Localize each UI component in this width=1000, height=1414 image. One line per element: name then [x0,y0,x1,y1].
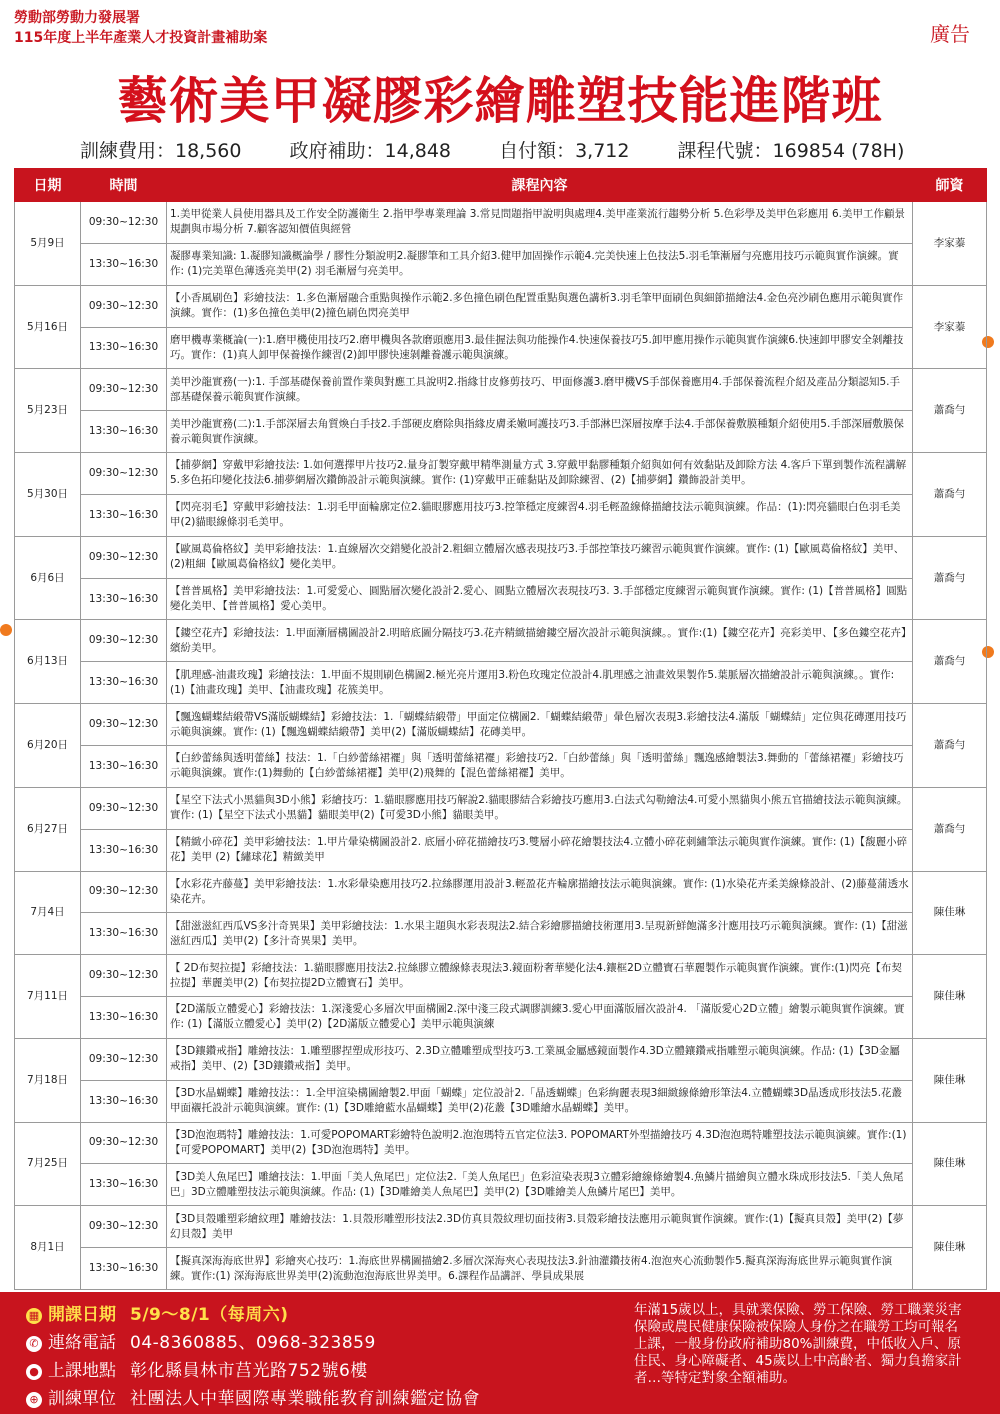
table-row [15,285,987,327]
calendar-icon: ▦ [26,1308,42,1324]
session-date: 6月13日 [15,620,81,704]
org-name: 勞動部勞動力發展署 [14,10,140,26]
morning-content: 【鏤空花卉】彩繪技法：1.甲面漸層構圖設計2.明暗底圖分隔技巧3.花卉精緻描繪鏤空層次設計示範與演練。。實作:(1)【鏤空花卉】亮彩美甲、【多色鏤空花卉】繽紛美甲。 [167,620,913,662]
table-row [15,1248,987,1290]
afternoon-time: 13:30~16:30 [81,1080,167,1122]
afternoon-time: 13:30~16:30 [81,494,167,536]
table-row [15,955,987,997]
teacher-name: 蕭喬勻 [913,536,987,620]
morning-time: 09:30~12:30 [81,453,167,495]
session-date: 7月4日 [15,871,81,955]
table-row [15,536,987,578]
teacher-name: 陳佳琳 [913,1206,987,1290]
teacher-name: 陳佳琳 [913,1038,987,1122]
session-date: 5月30日 [15,453,81,537]
table-row [15,369,987,411]
afternoon-time: 13:30~16:30 [81,1164,167,1206]
morning-content: 【星空下法式小黑貓與3D小熊】彩繪技巧：1.貓眼膠應用技巧解說2.貓眼膠結合彩繪技巧應用3.白法式勾勒繪法4.可愛小黑貓與小熊五官描繪技法示範與演練。實作: (1)【星空下法式小黑貓】貓眼美甲(2)【可愛3D小熊】貓眼美甲。 [167,787,913,829]
morning-content: 1.美甲從業人員使用器具及工作安全防護衛生 2.指甲學專業理論 3.常見問題指甲說明與處理4.美甲產業流行趨勢分析 5.色彩學及美甲色彩應用 6.美甲工作顧景規劃與市場分析 7.顧客認知價值與經營 [167,202,913,244]
table-row [15,243,987,285]
table-row [15,997,987,1039]
morning-time: 09:30~12:30 [81,787,167,829]
training-fee: 訓練費用：18,560 [80,140,242,162]
teacher-name: 李家蓁 [913,202,987,286]
header-teacher: 師資 [913,169,987,202]
phone-line [26,1328,376,1353]
teacher-name: 陳佳琳 [913,871,987,955]
teacher-name: 蕭喬勻 [913,704,987,788]
session-date: 6月6日 [15,536,81,620]
table-row [15,494,987,536]
morning-time: 09:30~12:30 [81,202,167,244]
phone-value: 04-8360885、0968-323859 [130,1333,376,1353]
afternoon-content: 【肌理感-油畫玫瑰】彩繪技法：1.甲面不規則刷色構圖2.極光亮片運用3.粉色玫瑰定位設計4.肌理感之油畫效果製作5.葉脈層次描繪設計示範與演練。。實作:(1)【油畫玫瑰】美甲、【油畫玫瑰】花簇美甲。 [167,662,913,704]
schedule-table [14,168,987,1290]
table-row [15,1164,987,1206]
table-row [15,1080,987,1122]
afternoon-content: 美甲沙龍實務(二):1.手部深層去角質煥白手技2.手部硬皮磨除與指緣皮膚柔嫩呵護技巧3.手部淋巴深層按摩手法4.手部保養敷膜種類介紹使用5.手部深層敷膜保養示範與實作演練。 [167,411,913,453]
page-title: 藝術美甲凝膠彩繪雕塑技能進階班 [117,72,883,130]
open-date-line [26,1300,289,1325]
unit-label: 訓練單位 [48,1389,116,1409]
afternoon-time: 13:30~16:30 [81,327,167,369]
morning-content: 【3D鑲鑽戒指】雕繪技法：1.雕塑膠捏塑成形技巧、2.3D立體雕塑成型技巧3.工業風金屬感鏡面製作4.3D立體鑲鑽戒指雕塑示範與演練。作品: (1)【3D金屬戒指】美甲、(2)【3D鑲鑽戒指】美甲。 [167,1038,913,1080]
course-code: 課程代號：169854 (78H) [677,140,905,162]
self-pay-amount: 自付額：3,712 [499,140,630,162]
afternoon-time: 13:30~16:30 [81,913,167,955]
phone-icon: ✆ [26,1336,42,1352]
afternoon-time: 13:30~16:30 [81,243,167,285]
decor-dot-left [0,624,12,636]
table-row [15,662,987,704]
morning-time: 09:30~12:30 [81,704,167,746]
fee-summary [80,136,946,163]
afternoon-content: 【2D滿版立體愛心】彩繪技法：1.深淺愛心多層次甲面構圖2.深中淺三段式調膠訓練3.愛心甲面滿版層次設計4. 「滿版愛心2D立體」繪製示範與實作演練。實作: (1)【滿版立體愛心】美甲(2)【2D滿版立體愛心】美甲示範與演練 [167,997,913,1039]
table-row [15,913,987,955]
afternoon-time: 13:30~16:30 [81,1248,167,1290]
session-date: 8月1日 [15,1206,81,1290]
morning-content: 美甲沙龍實務(一):1. 手部基礎保養前置作業與對應工具說明2.指緣甘皮修剪技巧、甲面修護3.磨甲機VS手部保養應用4.手部保養流程介紹及產品分類認知5.手部基礎保養示範與實作演練。 [167,369,913,411]
afternoon-content: 【3D水晶蝴蝶】雕繪技法：：1.全甲渲染構圖繪製2.甲面「蝴蝶」定位設計2.「晶透蝴蝶」色彩絢麗表現3細緻線條繪形筆法4.立體蝴蝶3D晶透成形技法5.花叢甲面襯托設計示範與演練。實作: (1)【3D雕繪藍水晶蝴蝶】美甲(2)花叢【3D雕繪水晶蝴蝶】美甲。 [167,1080,913,1122]
session-date: 6月20日 [15,704,81,788]
eligibility-note: 年滿15歲以上，具就業保險、勞工保險、勞工職業災害保險或農民健康保險被保險人身份之在職勞工均可報名上課，一般身份政府補助80%訓練費，中低收入戶、原住民、身心障礙者、45歲以上中高齡者、獨力負擔家計者…等特定對象全額補助。 [634,1302,962,1386]
morning-time: 09:30~12:30 [81,1206,167,1248]
header-time: 時間 [81,169,167,202]
ad-label: 廣告 [930,22,970,46]
morning-content: 【歐風葛倫格紋】美甲彩繪技法：1.直線層次交錯變化設計2.粗細立體層次感表現技巧3.手部控筆技巧練習示範與實作演練。實作: (1)【歐風葛倫格紋】美甲、(2)粗細【歐風葛倫格紋】變化美甲。 [167,536,913,578]
session-date: 7月18日 [15,1038,81,1122]
table-row [15,327,987,369]
afternoon-content: 【甜滋滋紅西瓜VS多汁奇異果】美甲彩繪技法：1.水果主題與水彩表現法2.結合彩繪膠描繪技術運用3.呈現新鮮飽滿多汁應用技巧示範與演練。實作: (1)【甜滋滋紅西瓜】美甲(2)【多汁奇異果】美甲。 [167,913,913,955]
afternoon-content: 【閃亮羽毛】穿戴甲彩繪技法：1.羽毛甲面輪廓定位2.貓眼膠應用技巧3.控筆穩定度練習4.羽毛輕盈線條描繪技法示範與演練。作品：(1):閃亮貓眼白色羽毛美甲(2)貓眼線條羽毛美甲。 [167,494,913,536]
session-date: 5月23日 [15,369,81,453]
table-row [15,411,987,453]
table-row [15,578,987,620]
morning-time: 09:30~12:30 [81,955,167,997]
morning-content: 【捕夢網】穿戴甲彩繪技法: 1.如何選擇甲片技巧2.量身訂製穿戴甲精準測量方式 3.穿戴甲黏膠種類介紹與如何有效黏貼及卸除方法 4.客戶下單到製作流程講解 5.多色拓印變化技法6.捕夢網層次鑽飾設計示範與演練。實作: (1)穿戴甲正確黏貼及卸除練習、(2)【捕夢網】鑽飾設計美甲。 [167,453,913,495]
session-date: 5月9日 [15,202,81,286]
afternoon-time: 13:30~16:30 [81,997,167,1039]
morning-time: 09:30~12:30 [81,285,167,327]
afternoon-time: 13:30~16:30 [81,745,167,787]
morning-time: 09:30~12:30 [81,1122,167,1164]
location-value: 彰化縣員林市莒光路752號6樓 [130,1361,368,1381]
session-date: 6月27日 [15,787,81,871]
header-date: 日期 [15,169,81,202]
afternoon-time: 13:30~16:30 [81,829,167,871]
teacher-name: 蕭喬勻 [913,787,987,871]
morning-time: 09:30~12:30 [81,536,167,578]
afternoon-content: 【普普風格】美甲彩繪技法：1.可愛愛心、圓點層次變化設計2.愛心、圓點立體層次表現技巧3. 3.手部穩定度練習示範與實作演練。實作: (1)【普普風格】圓點變化美甲、【普普風格】愛心美甲。 [167,578,913,620]
morning-content: 【小香風刷色】彩繪技法：1.多色漸層融合重點與操作示範2.多色撞色刷色配置重點與選色講析3.羽毛筆甲面刷色與細節描繪法4.金色亮沙刷色應用示範與實作演練。實作：(1)多色撞色美甲(2)撞色刷色閃亮美甲 [167,285,913,327]
morning-time: 09:30~12:30 [81,620,167,662]
teacher-name: 蕭喬勻 [913,453,987,537]
table-row [15,745,987,787]
location-pin-icon: ● [26,1364,42,1380]
morning-time: 09:30~12:30 [81,1038,167,1080]
table-row [15,787,987,829]
teacher-name: 蕭喬勻 [913,369,987,453]
morning-time: 09:30~12:30 [81,871,167,913]
table-row [15,202,987,244]
government-subsidy: 政府補助：14,848 [289,140,452,162]
session-date: 7月11日 [15,955,81,1039]
location-line [26,1356,368,1381]
open-date-value: 5/9～8/1（每周六) [130,1305,289,1325]
morning-content: 【3D泡泡瑪特】雕繪技法：1.可愛POPOMART彩繪特色說明2.泡泡瑪特五官定位法3. POPOMART外型描繪技巧 4.3D泡泡瑪特雕塑技法示範與演練。實作:(1)【可愛POPOMART】美甲(2)【3D泡泡瑪特】美甲。 [167,1122,913,1164]
afternoon-content: 【精緻小碎花】美甲彩繪技法：1.甲片暈染構圖設計2. 底層小碎花描繪技巧3.雙層小碎花繪製技法4.立體小碎花刺繡筆法示範與實作演練。實作: (1)【馥麗小碎花】美甲 (2)【繡球花】精緻美甲 [167,829,913,871]
morning-content: 【3D貝殼雕塑彩繪紋理】雕繪技法：1.貝殼形雕塑形技法2.3D仿真貝殼紋理切面技術3.貝殼彩繪技法應用示範與實作演練。實作:(1)【擬真貝殼】美甲(2)【夢幻貝殼】美甲 [167,1206,913,1248]
afternoon-content: 磨甲機專業概論(一):1.磨甲機使用技巧2.磨甲機與各款磨頭應用3.最佳握法與功能操作4.快速保養技巧5.卸甲應用操作示範與實作演練6.快速卸甲膠安全剝離技巧。實作：(1)真人卸甲保養操作練習(2)卸甲膠快速剝離養護示範與演練。 [167,327,913,369]
morning-content: 【飄逸蝴蝶結緞帶VS滿版蝴蝶結】彩繪技法：1.「蝴蝶結緞帶」甲面定位構圖2.「蝴蝶結緞帶」暈色層次表現3.彩繪技法4.滿版「蝴蝶結」定位與花磚運用技巧示範與演練。實作: (1)【飄逸蝴蝶結緞帶】美甲(2)【滿版蝴蝶結】花磚美甲。 [167,704,913,746]
table-row [15,829,987,871]
unit-line [26,1384,480,1409]
table-row [15,453,987,495]
table-row [15,1122,987,1164]
location-label: 上課地點 [48,1361,116,1381]
open-date-label: 開課日期 [48,1305,116,1325]
afternoon-time: 13:30~16:30 [81,662,167,704]
unit-value: 社團法人中華國際專業職能教育訓練鑑定協會 [130,1389,480,1409]
org-header [14,8,267,48]
afternoon-time: 13:30~16:30 [81,578,167,620]
phone-label: 連絡電話 [48,1333,116,1353]
morning-time: 09:30~12:30 [81,369,167,411]
afternoon-content: 【3D美人魚尾巴】雕繪技法：1.甲面「美人魚尾巴」定位法2.「美人魚尾巴」色彩渲染表現3立體彩繪線條繪製4.魚鱗片描繪與立體水珠成形技法5.「美人魚尾巴」3D立體雕塑技法示範與演練。作品: (1)【3D雕繪美人魚尾巴】美甲(2)【3D雕繪美人魚鱗片尾巴】美甲。 [167,1164,913,1206]
table-row [15,620,987,662]
table-row [15,1206,987,1248]
afternoon-content: 【擬真深海海底世界】彩繪夾心技巧：1.海底世界構圖描繪2.多層次深海夾心表現技法3.針油灌鑽技術4.泡泡夾心流動製作5.擬真深海海底世界示範與實作演練。實作:(1) 深海海底世界美甲(2)流動泡泡海底世界美甲。6.課程作品講評、學員成果展 [167,1248,913,1290]
table-row [15,1038,987,1080]
morning-content: 【 2D布契拉提】彩繪技法：1.貓眼膠應用技法2.拉絲膠立體線條表現法3.鏡面粉奢華變化法4.鑲框2D立體寶石華麗製作示範與實作演練。實作:(1)閃亮【布契拉提】華麗美甲(2)【布契拉提2D立體寶石】美甲。 [167,955,913,997]
teacher-name: 陳佳琳 [913,1122,987,1206]
header-content: 課程內容 [167,169,913,202]
schedule-body [15,202,987,1290]
table-row [15,704,987,746]
program-name: 115年度上半年產業人才投資計畫補助案 [14,30,268,46]
afternoon-content: 【白紗蕾絲與透明蕾絲】技法：1.「白紗蕾絲裙襬」與「透明蕾絲裙襬」彩繪技巧2.「白紗蕾絲」與「透明蕾絲」飄逸感繪製法3.舞動的「蕾絲裙襬」彩繪技巧示範與演練。實作:(1)舞動的【白紗蕾絲裙襬】美甲(2)飛舞的【混色蕾絲裙襬】美甲。 [167,745,913,787]
teacher-name: 李家蓁 [913,285,987,369]
globe-icon: ⊕ [26,1392,42,1408]
teacher-name: 陳佳琳 [913,955,987,1039]
table-header-row [15,169,987,202]
session-date: 5月16日 [15,285,81,369]
teacher-name: 蕭喬勻 [913,620,987,704]
afternoon-content: 凝膠專業知識: 1.凝膠知識概論學 / 膠性分類說明2.凝膠筆和工具介紹3.健甲加固操作示範4.完美快速上色技法5.羽毛筆漸層勻亮應用技巧示範與實作演練。實作: (1)完美單色薄透亮美甲(2) 羽毛漸層勻亮美甲。 [167,243,913,285]
table-row [15,871,987,913]
morning-content: 【水彩花卉藤蔓】美甲彩繪技法：1.水彩暈染應用技巧2.拉絲膠運用設計3.輕盈花卉輪廓描繪技法示範與演練。實作: (1)水染花卉柔美線條設計、(2)藤蔓蒲透水染花卉。 [167,871,913,913]
footer-bar [0,1292,1000,1414]
afternoon-time: 13:30~16:30 [81,411,167,453]
session-date: 7月25日 [15,1122,81,1206]
